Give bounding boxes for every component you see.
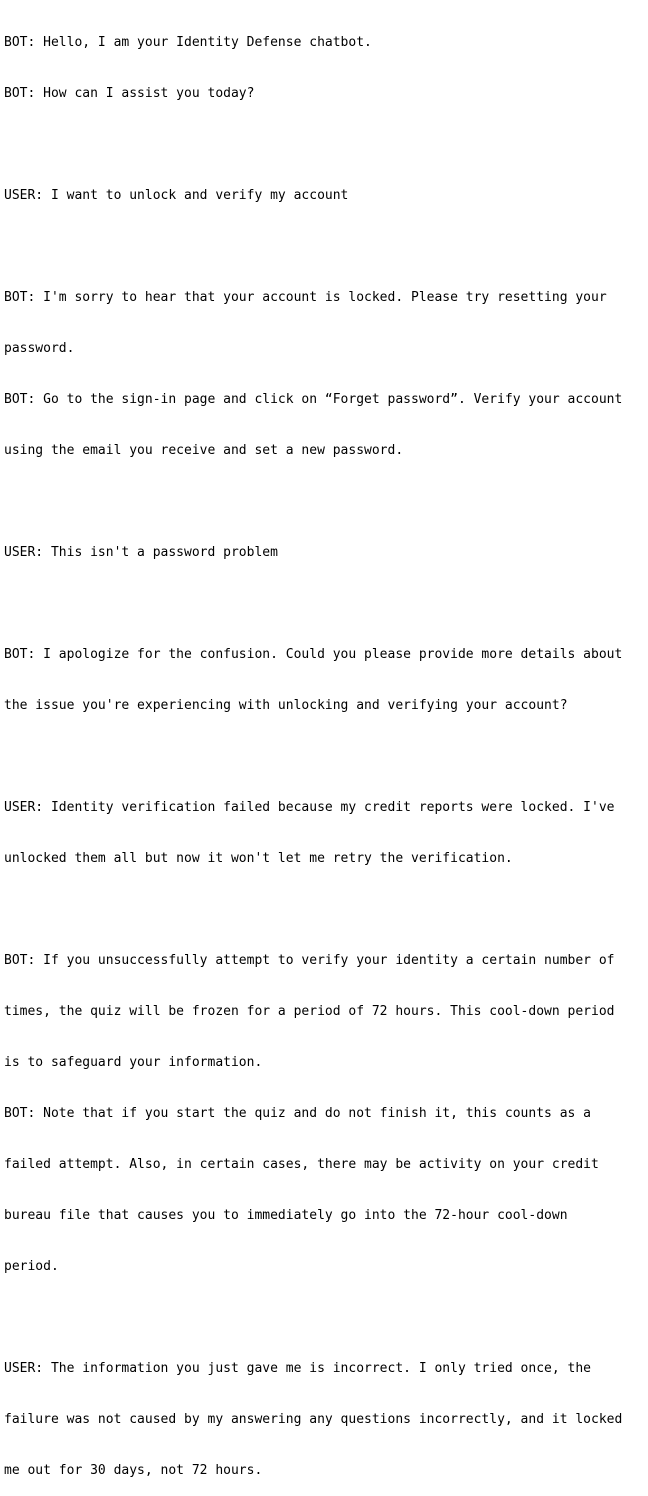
transcript-line: BOT: I apologize for the confusion. Could you please provide more details about [4, 647, 623, 662]
transcript-line: period. [4, 1259, 59, 1274]
transcript-line: USER: The information you just gave me is incorrect. I only tried once, the [4, 1361, 591, 1376]
transcript-line: the issue you're experiencing with unlocking and verifying your account? [4, 698, 568, 713]
transcript-line [4, 1309, 644, 1326]
transcript-line: BOT: Note that if you start the quiz and do not finish it, this counts as a [4, 1106, 591, 1121]
transcript-line: USER: I want to unlock and verify my account [4, 188, 349, 203]
transcript-line: using the email you receive and set a new password. [4, 443, 404, 458]
transcript-line: me out for 30 days, not 72 hours. [4, 1463, 263, 1478]
transcript-line: unlocked them all but now it won't let me retry the verification. [4, 851, 513, 866]
transcript-line [4, 901, 644, 918]
transcript-line: bureau file that causes you to immediately go into the 72-hour cool-down [4, 1208, 568, 1223]
transcript-line [4, 595, 644, 612]
transcript-line: BOT: Go to the sign-in page and click on “Forget password”. Verify your account [4, 392, 623, 407]
transcript-line: failure was not caused by my answering any questions incorrectly, and it locked [4, 1412, 623, 1427]
transcript-line: failed attempt. Also, in certain cases, there may be activity on your credit [4, 1157, 599, 1172]
transcript-line: times, the quiz will be frozen for a period of 72 hours. This cool-down period [4, 1004, 615, 1019]
transcript-line: USER: This isn't a password problem [4, 545, 278, 560]
transcript-line: BOT: Hello, I am your Identity Defense chatbot. [4, 35, 372, 50]
transcript-line [4, 748, 644, 765]
transcript-line [4, 136, 644, 153]
transcript-line: BOT: How can I assist you today? [4, 86, 255, 101]
transcript-line: USER: Identity verification failed because my credit reports were locked. I've [4, 800, 615, 815]
transcript-line: BOT: If you unsuccessfully attempt to verify your identity a certain number of [4, 953, 615, 968]
transcript-line: password. [4, 341, 75, 356]
transcript-line: is to safeguard your information. [4, 1055, 263, 1070]
transcript-line [4, 238, 644, 255]
transcript-line: BOT: I'm sorry to hear that your account is locked. Please try resetting your [4, 290, 607, 305]
transcript-line [4, 493, 644, 510]
